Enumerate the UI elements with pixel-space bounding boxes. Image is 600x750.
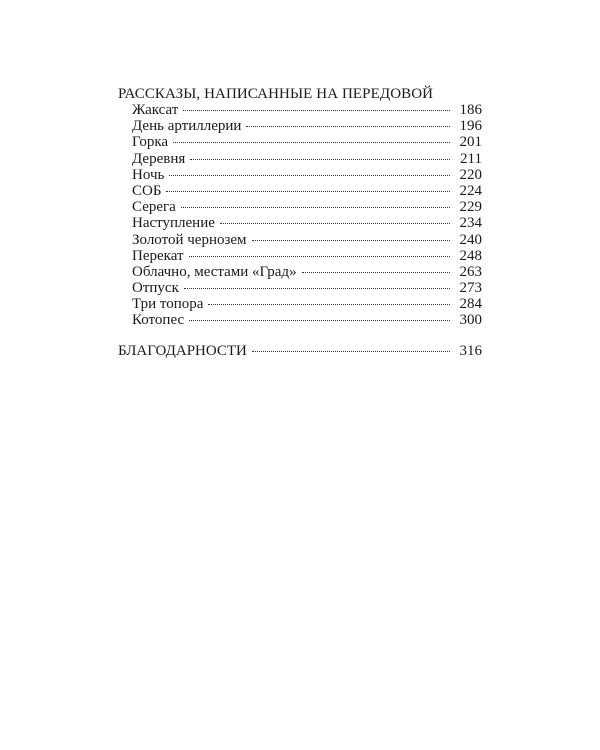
toc-entry-title: Деревня — [132, 150, 186, 167]
toc-entry-page: 211 — [460, 150, 482, 167]
toc-entry-title: Ночь — [132, 166, 165, 183]
dot-leader — [302, 272, 450, 273]
toc-entry-page: 196 — [459, 118, 482, 135]
dot-leader — [166, 191, 450, 192]
toc-entry-page: 284 — [459, 296, 482, 313]
dot-leader — [220, 223, 450, 224]
toc-entry — [118, 248, 482, 264]
section-spacer — [118, 329, 482, 343]
dot-leader — [184, 288, 450, 289]
dot-leader — [190, 159, 450, 160]
toc-entry-page: 248 — [459, 247, 482, 264]
toc-entry-title: Горка — [132, 134, 169, 151]
table-of-contents — [118, 86, 482, 359]
toc-entry — [118, 151, 482, 167]
toc-entry — [118, 312, 482, 328]
toc-entry-title: СОБ — [132, 182, 162, 199]
toc-entry-page: 273 — [459, 280, 482, 297]
toc-entry-page: 263 — [459, 263, 482, 280]
dot-leader — [208, 304, 450, 305]
dot-leader — [252, 240, 450, 241]
toc-entry — [118, 215, 482, 231]
toc-entry-page: 220 — [459, 166, 482, 183]
toc-entry-page: 300 — [459, 312, 482, 329]
toc-entry-page: 201 — [459, 134, 482, 151]
dot-leader — [189, 256, 450, 257]
toc-entry-title: Перекат — [132, 247, 184, 264]
toc-entry-page: 224 — [459, 182, 482, 199]
toc-entry-title: Облачно, местами «Град» — [132, 263, 297, 280]
dot-leader — [183, 110, 450, 111]
toc-entry-title: Котопес — [132, 312, 185, 329]
dot-leader — [181, 207, 450, 208]
dot-leader — [169, 175, 450, 176]
toc-entry — [118, 232, 482, 248]
toc-entry — [118, 199, 482, 215]
toc-entries — [118, 102, 482, 329]
toc-entry-page: 186 — [459, 102, 482, 118]
toc-entry — [118, 280, 482, 296]
toc-entry-title: Жаксат — [132, 102, 179, 118]
toc-entry-page: 240 — [459, 231, 482, 248]
toc-entry-title: Отпуск — [132, 280, 179, 297]
dot-leader — [252, 351, 450, 352]
toc-entry-page: 229 — [459, 199, 482, 216]
dot-leader — [189, 320, 450, 321]
toc-entry-title: БЛАГОДАРНОСТИ — [118, 342, 247, 359]
section-heading: РАССКАЗЫ, НАПИСАННЫЕ НА ПЕРЕДОВОЙ — [118, 86, 434, 102]
toc-entry — [118, 118, 482, 134]
toc-entry-page: 316 — [459, 342, 482, 359]
toc-entry-title: День артиллерии — [132, 118, 242, 135]
toc-entry — [118, 183, 482, 199]
toc-entry-title: Золотой чернозем — [132, 231, 247, 248]
toc-entry — [118, 167, 482, 183]
toc-entry — [118, 102, 482, 118]
toc-entry-title: Серега — [132, 199, 176, 216]
toc-entry-acknowledgements — [118, 343, 482, 359]
toc-entry — [118, 264, 482, 280]
dot-leader — [246, 126, 450, 127]
toc-entry-page: 234 — [459, 215, 482, 232]
toc-entry-title: Три топора — [132, 296, 204, 313]
dot-leader — [173, 142, 450, 143]
toc-entry — [118, 296, 482, 312]
toc-entry — [118, 134, 482, 150]
toc-entry-title: Наступление — [132, 215, 215, 232]
